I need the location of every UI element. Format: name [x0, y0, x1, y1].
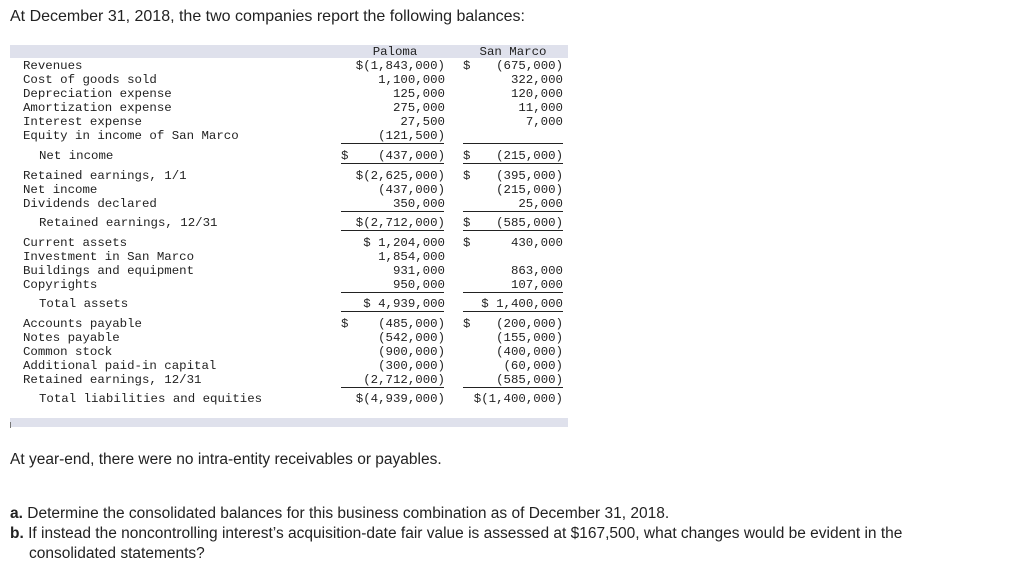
- san-marco-dollar-sign: $: [463, 169, 471, 183]
- san-marco-dollar-sign: $: [463, 149, 471, 163]
- table-row: [10, 101, 568, 115]
- row-label: Common stock: [23, 345, 113, 359]
- intro-text: At December 31, 2018, the two companies report the following balances:: [10, 8, 525, 25]
- table-row: [10, 278, 568, 292]
- table-corner-mark: [10, 422, 11, 428]
- row-label: Retained earnings, 12/31: [23, 373, 202, 387]
- row-label: Interest expense: [23, 115, 142, 129]
- table-row: [10, 317, 568, 331]
- paloma-value: 950,000: [392, 278, 445, 292]
- paloma-value: $(2,625,000): [355, 169, 445, 183]
- table-row: [10, 297, 568, 311]
- table-row: [10, 359, 568, 373]
- table-row: [10, 87, 568, 101]
- san-marco-value: (585,000): [496, 216, 563, 230]
- san-marco-total-rule: [463, 211, 563, 212]
- san-marco-total-rule: [463, 387, 563, 388]
- column-header-san-marco: San Marco: [479, 45, 547, 59]
- paloma-value: 27,500: [400, 115, 445, 129]
- san-marco-value: (675,000): [496, 59, 563, 73]
- table-row: [10, 169, 568, 183]
- table-row: [10, 129, 568, 143]
- table-row: [10, 197, 568, 211]
- row-label: Copyrights: [23, 278, 98, 292]
- question-b-text: If instead the noncontrolling interest’s acquisition-date fair value is assessed at $167,500, what changes would be evident in the: [28, 525, 903, 542]
- paloma-total-rule: [341, 292, 444, 293]
- row-label: Net income: [23, 183, 98, 197]
- question-a-text: Determine the consolidated balances for this business combination as of December 31, 2018.: [27, 505, 670, 522]
- paloma-total-rule: [341, 230, 444, 231]
- paloma-value: 125,000: [392, 87, 445, 101]
- san-marco-dollar-sign: $: [463, 216, 471, 230]
- table-row: [10, 264, 568, 278]
- san-marco-dollar-sign: $: [463, 59, 471, 73]
- row-label: Revenues: [23, 59, 83, 73]
- paloma-value: 1,854,000: [378, 250, 445, 264]
- table-row: [10, 183, 568, 197]
- row-label: Net income: [39, 149, 114, 163]
- table-row: [10, 59, 568, 73]
- table-row: [10, 331, 568, 345]
- san-marco-value: 25,000: [518, 197, 563, 211]
- paloma-value: (900,000): [378, 345, 445, 359]
- row-label: Total liabilities and equities: [39, 392, 263, 406]
- paloma-value: 931,000: [392, 264, 445, 278]
- san-marco-value: (215,000): [496, 149, 563, 163]
- row-label: Investment in San Marco: [23, 250, 195, 264]
- row-label: Notes payable: [23, 331, 120, 345]
- paloma-value: (121,500): [378, 129, 445, 143]
- table-row: [10, 115, 568, 129]
- row-label: Additional paid-in capital: [23, 359, 217, 373]
- paloma-dollar-sign: $: [341, 317, 349, 331]
- san-marco-value: (395,000): [496, 169, 563, 183]
- paloma-value: (485,000): [378, 317, 445, 331]
- paloma-value: $ 1,204,000: [363, 236, 445, 250]
- san-marco-value: 120,000: [510, 87, 563, 101]
- row-label: Current assets: [23, 236, 128, 250]
- san-marco-value: 7,000: [525, 115, 563, 129]
- table-row: [10, 216, 568, 230]
- row-label: Depreciation expense: [23, 87, 172, 101]
- san-marco-value: 430,000: [510, 236, 563, 250]
- san-marco-value: (585,000): [496, 373, 563, 387]
- san-marco-dollar-sign: $: [463, 236, 471, 250]
- san-marco-value: 107,000: [510, 278, 563, 292]
- paloma-value: (542,000): [378, 331, 445, 345]
- paloma-dollar-sign: $: [341, 149, 349, 163]
- row-label: Accounts payable: [23, 317, 142, 331]
- paloma-value: $ 4,939,000: [363, 297, 445, 311]
- paloma-total-rule: [341, 387, 444, 388]
- san-marco-value: (400,000): [496, 345, 563, 359]
- paloma-value: (437,000): [378, 183, 445, 197]
- row-label: Equity in income of San Marco: [23, 129, 239, 143]
- san-marco-value: (155,000): [496, 331, 563, 345]
- san-marco-value: 863,000: [510, 264, 563, 278]
- row-label: Retained earnings, 12/31: [39, 216, 218, 230]
- san-marco-value: 322,000: [510, 73, 563, 87]
- row-label: Total assets: [39, 297, 129, 311]
- san-marco-total-rule: [463, 143, 563, 144]
- san-marco-total-rule: [463, 163, 563, 164]
- paloma-value: (437,000): [378, 149, 445, 163]
- paloma-value: 1,100,000: [378, 73, 445, 87]
- paloma-total-rule: [341, 211, 444, 212]
- table-row: [10, 373, 568, 387]
- question-a: [10, 504, 669, 524]
- row-label: Cost of goods sold: [23, 73, 157, 87]
- paloma-value: 350,000: [392, 197, 445, 211]
- san-marco-value: (215,000): [496, 183, 563, 197]
- table-row: [10, 345, 568, 359]
- table-row: [10, 73, 568, 87]
- paloma-total-rule: [341, 311, 444, 312]
- paloma-value: $(1,843,000): [355, 59, 445, 73]
- table-row: [10, 236, 568, 250]
- table-row: [10, 250, 568, 264]
- san-marco-value: (200,000): [496, 317, 563, 331]
- paloma-total-rule: [341, 143, 444, 144]
- column-header-paloma: Paloma: [372, 45, 418, 59]
- question-b: [10, 524, 1010, 564]
- row-label: Retained earnings, 1/1: [23, 169, 187, 183]
- paloma-value: $(2,712,000): [355, 216, 445, 230]
- san-marco-value: (60,000): [503, 359, 563, 373]
- table-row: [10, 392, 568, 406]
- table-footer-band: [10, 418, 568, 427]
- question-a-label: a.: [10, 505, 23, 522]
- question-b-text-continued: consolidated statements?: [29, 545, 205, 562]
- paloma-value: (300,000): [378, 359, 445, 373]
- note-text: At year-end, there were no intra-entity receivables or payables.: [10, 451, 442, 468]
- row-label: Buildings and equipment: [23, 264, 195, 278]
- san-marco-total-rule: [463, 292, 563, 293]
- san-marco-total-rule: [463, 230, 563, 231]
- table-row: [10, 149, 568, 163]
- paloma-total-rule: [341, 163, 444, 164]
- san-marco-dollar-sign: $: [463, 317, 471, 331]
- paloma-value: (2,712,000): [363, 373, 445, 387]
- question-b-label: b.: [10, 525, 24, 542]
- san-marco-value: 11,000: [518, 101, 563, 115]
- san-marco-total-rule: [463, 311, 563, 312]
- san-marco-value: $(1,400,000): [473, 392, 563, 406]
- san-marco-value: $ 1,400,000: [481, 297, 563, 311]
- balances-table: [10, 45, 568, 427]
- row-label: Dividends declared: [23, 197, 157, 211]
- paloma-value: 275,000: [392, 101, 445, 115]
- paloma-value: $(4,939,000): [355, 392, 445, 406]
- row-label: Amortization expense: [23, 101, 172, 115]
